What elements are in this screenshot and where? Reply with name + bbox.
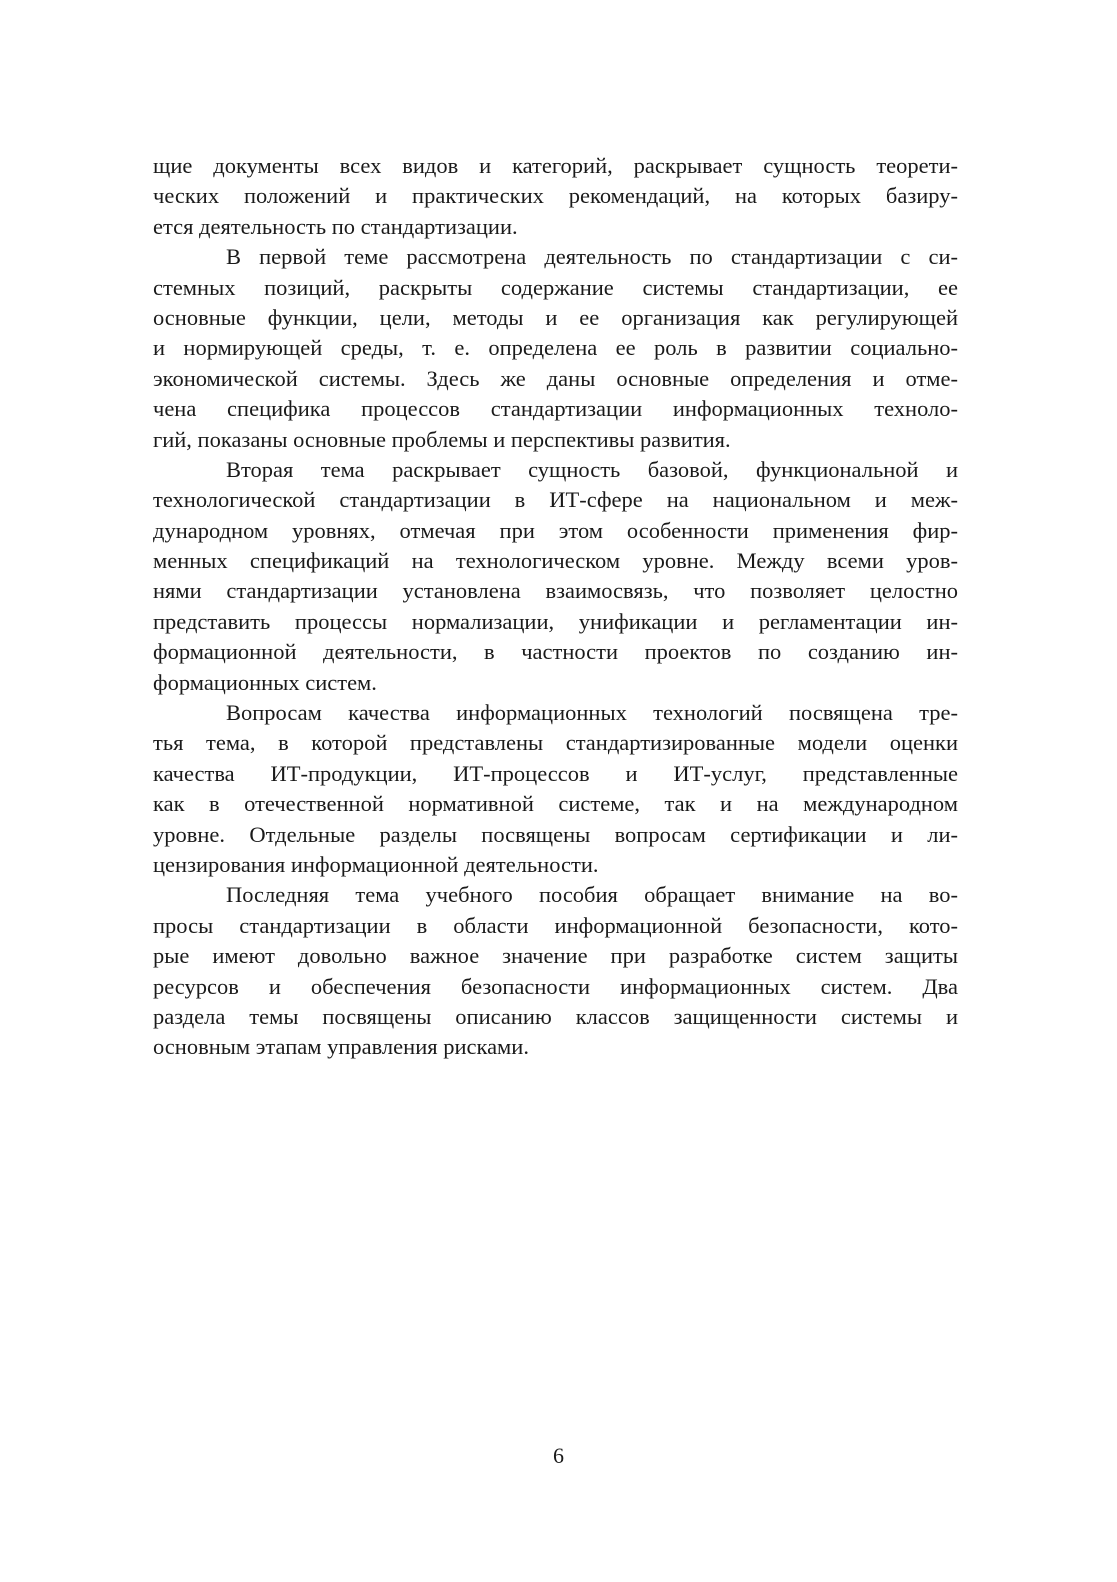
text-line: экономической системы. Здесь же даны основные определения и отме-	[153, 365, 958, 391]
paragraph-3	[153, 455, 958, 698]
text-line: основным этапам управления рисками.	[153, 1034, 529, 1060]
text-line: основные функции, цели, методы и ее организация как регулирующей	[153, 304, 958, 330]
text-line: раздела темы посвящены описанию классов защищенности системы и	[153, 1003, 958, 1029]
text-line: стемных позиций, раскрыты содержание системы стандартизации, ее	[153, 274, 958, 300]
text-line: технологической стандартизации в ИТ-сфере на национальном и меж-	[153, 487, 958, 513]
text-line: просы стандартизации в области информационной безопасности, кото-	[153, 912, 958, 938]
text-line: Вторая тема раскрывает сущность базовой, функциональной и	[226, 456, 958, 482]
text-line: ресурсов и обеспечения безопасности информационных систем. Два	[153, 973, 958, 999]
text-line: цензирования информационной деятельности.	[153, 851, 599, 877]
text-line: менных спецификаций на технологическом уровне. Между всеми уров-	[153, 548, 958, 574]
text-line: щие документы всех видов и категорий, раскрывает сущность теорети-	[153, 153, 958, 178]
text-line: ческих положений и практических рекомендаций, на которых базиру-	[153, 183, 958, 209]
text-line: представить процессы нормализации, унификации и регламентации ин-	[153, 608, 958, 634]
text-line: гий, показаны основные проблемы и перспективы развития.	[153, 426, 731, 452]
paragraph-1	[153, 151, 958, 242]
page-number: 6	[553, 1443, 564, 1468]
paragraph-4	[153, 698, 958, 880]
text-line: качества ИТ-продукции, ИТ-процессов и ИТ-услуг, представленные	[153, 760, 958, 786]
text-line: и нормирующей среды, т. е. определена ее роль в развитии социально-	[153, 335, 958, 361]
text-line: формационной деятельности, в частности проектов по созданию ин-	[153, 639, 958, 665]
text-line: ется деятельность по стандартизации.	[153, 213, 518, 239]
text-line: как в отечественной нормативной системе, так и на международном	[153, 791, 958, 817]
text-line: Последняя тема учебного пособия обращает внимание на во-	[226, 882, 958, 908]
text-line: уровне. Отдельные разделы посвящены вопросам сертификации и ли-	[153, 821, 958, 847]
text-line: рые имеют довольно важное значение при разработке систем защиты	[153, 943, 958, 969]
text-line: Вопросам качества информационных технологий посвящена тре-	[226, 700, 958, 726]
text-line: дународном уровнях, отмечая при этом особенности применения фир-	[153, 517, 958, 543]
text-line: формационных систем.	[153, 669, 377, 695]
paragraph-2	[153, 242, 958, 455]
text-line: тья тема, в которой представлены стандартизированные модели оценки	[153, 730, 958, 756]
body-text	[153, 151, 958, 1063]
text-line: чена специфика процессов стандартизации информационных техноло-	[153, 396, 958, 422]
text-line: нями стандартизации установлена взаимосвязь, что позволяет целостно	[153, 578, 958, 604]
paragraph-5	[153, 880, 958, 1062]
text-line: В первой теме рассмотрена деятельность по стандартизации с си-	[226, 244, 958, 270]
